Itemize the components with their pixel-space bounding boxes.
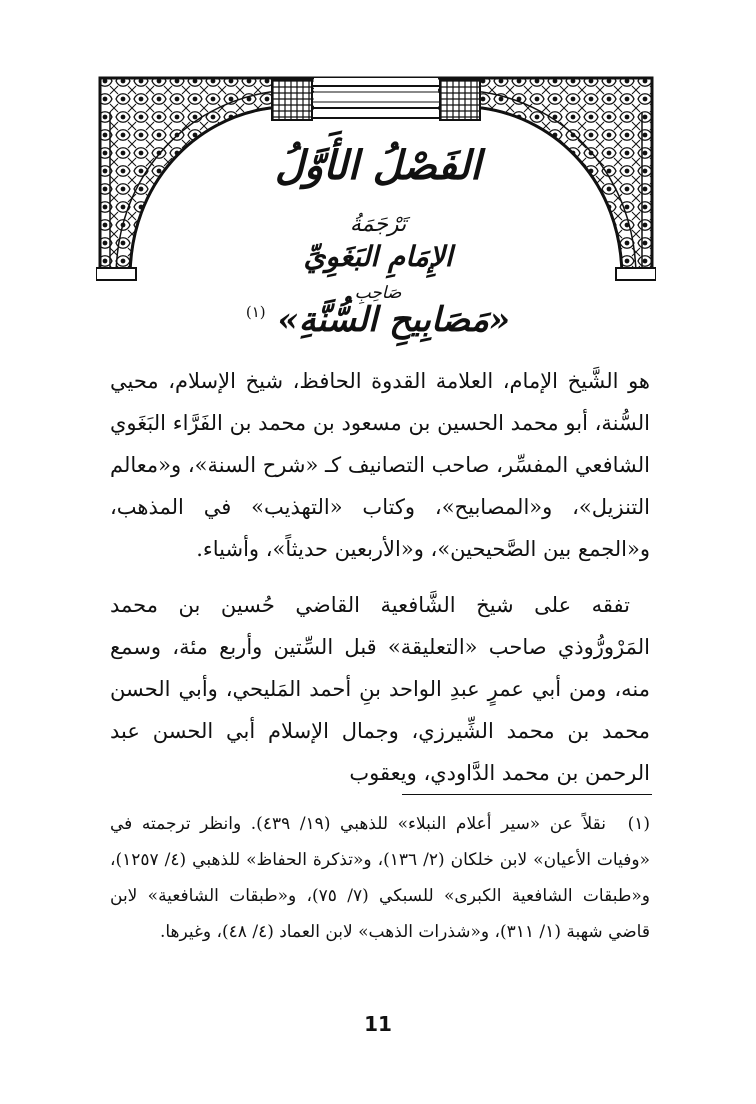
translation-label: تَرْجَمَةُ [349, 212, 407, 237]
book-title [0, 300, 756, 340]
footnote-marker: (١) [627, 814, 650, 834]
imam-name: الإِمَامِ البَغَوِيِّ [303, 240, 453, 273]
biography-paragraph-1: هو الشَّيخ الإمام، العلامة القدوة الحافظ، شيخ الإسلام، محيي السُّنة، أبو محمد الحسين بن مسعود بن محمد بن الفَرَّاء البَغَوي الشافعي المفسِّر، صاحب التصانيف كـ «شرح السنة»، و«معالم التنزيل»، و«المصابيح»، وكتاب «التهذيب» في المذهب، و«الجمع بين الصَّحيحين»، و«الأربعين حديثاً»، وأشياء. [110, 369, 650, 561]
author-of-label: صَاحِبِ [354, 283, 402, 303]
footnote-reference: (١) [245, 303, 266, 321]
page-number: 11 [364, 1012, 392, 1036]
footnote-divider [402, 794, 652, 795]
book-title-text: «مَصَابِيحِ السُّنَّةِ» [277, 300, 511, 340]
footnote-text: نقلاً عن «سير أعلام النبلاء» للذهبي (١٩/ ٤٣٩). وانظر ترجمته في «وفيات الأعيان» لابن خلكان (٢/ ١٣٦)، و«تذكرة الحفاظ» للذهبي (٤/ ١٢٥٧)، و«طبقات الشافعية الكبرى» للسبكي (٧/ ٧٥)، و«طبقات الشافعية» لابن قاضي شهبة (١/ ٣١١)، و«شذرات الذهب» لابن العماد (٤/ ٤٨)، وغيرها. [110, 814, 650, 942]
chapter-title: الفَصْلُ الأَوَّلُ [274, 142, 482, 189]
biography-paragraph-2: تفقه على شيخ الشَّافعية القاضي حُسين بن محمد المَرْورُّوذي صاحب «التعليقة» قبل السِّتين وأربع مئة، وسمع منه، ومن أبي عمرٍ عبدِ الواحد بنِ أحمد المَليحي، وأبي الحسن محمد بن محمد الشِّيرزي، وجمال الإسلام أبي الحسن عبد الرحمن بن محمد الدَّاودي، ويعقوب [110, 593, 650, 785]
footnote [110, 806, 650, 950]
